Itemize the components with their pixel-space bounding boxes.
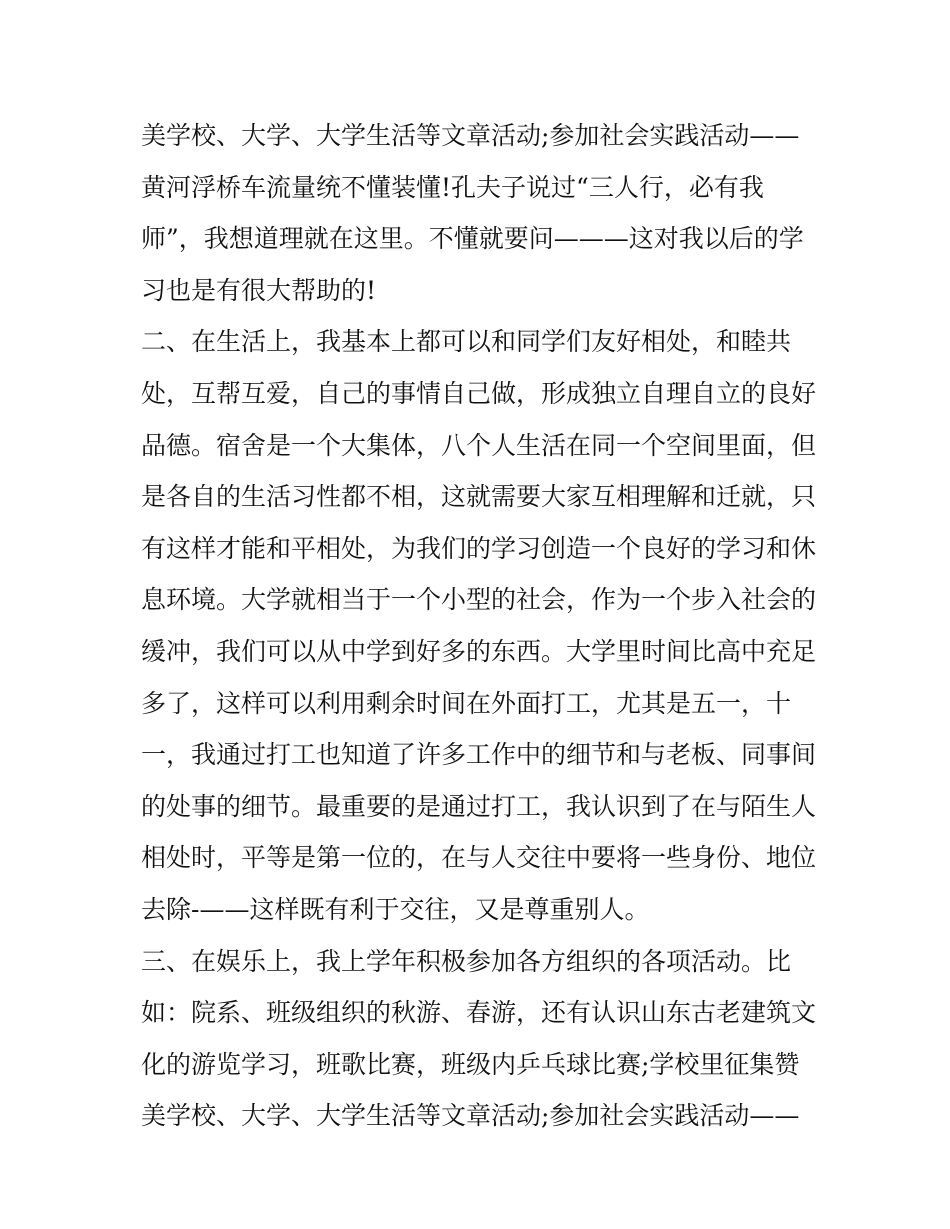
text-line: 处，互帮互爱，自己的事情自己做，形成独立自理自立的良好 [141, 378, 817, 408]
text-line: 习也是有很大帮助的! [141, 275, 377, 305]
text-line: 息环境。大学就相当于一个小型的社会，作为一个步入社会的 [141, 585, 817, 615]
text-line: 品德。宿舍是一个大集体，八个人生活在同一个空间里面，但 [141, 430, 817, 460]
text-line: 二、在生活上，我基本上都可以和同学们友好相处，和睦共 [141, 327, 792, 357]
body-text [141, 110, 821, 1142]
text-line: 美学校、大学、大学生活等文章活动;参加社会实践活动—— [141, 1101, 800, 1131]
text-line: 化的游览学习，班歌比赛，班级内乒乓球比赛;学校里征集赞 [141, 1049, 800, 1079]
text-line: 黄河浮桥车流量统不懂装懂!孔夫子说过“三人行，必有我 [141, 172, 764, 202]
text-line: 是各自的生活习性都不相，这就需要大家互相理解和迁就，只 [141, 482, 817, 512]
text-line: 缓冲，我们可以从中学到好多的东西。大学里时间比高中充足 [141, 636, 817, 666]
text-line: 的处事的细节。最重要的是通过打工，我认识到了在与陌生人 [141, 791, 817, 821]
text-line: 美学校、大学、大学生活等文章活动;参加社会实践活动—— [141, 121, 800, 150]
text-line: 三、在娱乐上，我上学年积极参加各方组织的各项活动。比 [141, 946, 792, 976]
text-line: 如：院系、班级组织的秋游、春游，还有认识山东古老建筑文 [141, 998, 817, 1028]
text-line: 师”，我想道理就在这里。不懂就要问———这对我以后的学 [141, 224, 804, 254]
text-line: 去除-——这样既有利于交往，又是尊重别人。 [141, 894, 650, 924]
text-line: 有这样才能和平相处，为我们的学习创造一个良好的学习和休 [141, 533, 817, 563]
text-line: 一，我通过打工也知道了许多工作中的细节和与老板、同事间 [141, 740, 817, 770]
text-line: 相处时，平等是第一位的，在与人交往中要将一些身份、地位 [141, 843, 817, 873]
text-line: 多了，这样可以利用剩余时间在外面打工，尤其是五一，十 [141, 688, 792, 718]
